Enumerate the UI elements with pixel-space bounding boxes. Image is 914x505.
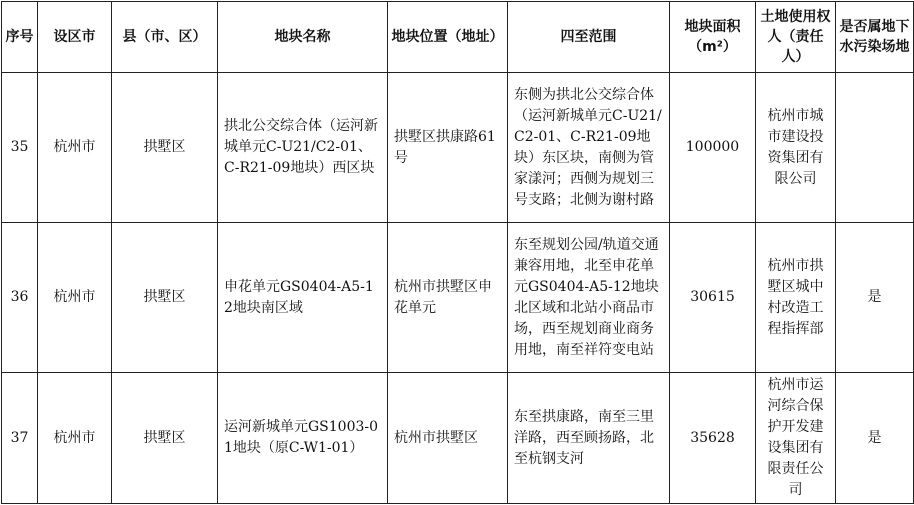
header-owner: 土地使用权人（责任人） xyxy=(756,2,836,73)
row-city: 杭州市 xyxy=(38,223,112,373)
header-county: 县（市、区） xyxy=(112,2,218,73)
row-plot-name: 运河新城单元GS1003-01地块（原C-W1-01） xyxy=(218,373,388,504)
row-boundary: 东至拱康路，南至三里洋路，西至顾扬路，北至杭钢支河 xyxy=(508,373,670,504)
row-city: 杭州市 xyxy=(38,373,112,504)
row-groundwater: 是 xyxy=(836,373,914,504)
row-area: 35628 xyxy=(670,373,756,504)
row-groundwater: 是 xyxy=(836,223,914,373)
row-county: 拱墅区 xyxy=(112,73,218,223)
row-boundary: 东侧为拱北公交综合体（运河新城单元C-U21/C2-01、C-R21-09地块）东区块，南侧为管家漾河；西侧为规划三号支路；北侧为谢村路 xyxy=(508,73,670,223)
row-owner: 杭州市运河综合保护开发建设集团有限责任公司 xyxy=(756,373,836,504)
header-boundary: 四至范围 xyxy=(508,2,670,73)
row-owner: 杭州市拱墅区城中村改造工程指挥部 xyxy=(756,223,836,373)
row-index: 37 xyxy=(2,373,38,504)
row-county: 拱墅区 xyxy=(112,373,218,504)
header-location: 地块位置（地址） xyxy=(388,2,508,73)
table-row xyxy=(2,73,914,223)
row-city: 杭州市 xyxy=(38,73,112,223)
table-row xyxy=(2,373,914,504)
row-boundary: 东至规划公园/轨道交通兼容用地，北至申花单元GS0404-A5-12地块北区域和北站小商品市场，西至规划商业商务用地，南至祥符变电站 xyxy=(508,223,670,373)
row-plot-name: 拱北公交综合体（运河新城单元C-U21/C2-01、C-R21-09地块）西区块 xyxy=(218,73,388,223)
row-owner: 杭州市城市建设投资集团有限公司 xyxy=(756,73,836,223)
row-location: 杭州市拱墅区申花单元 xyxy=(388,223,508,373)
row-index: 36 xyxy=(2,223,38,373)
row-area: 30615 xyxy=(670,223,756,373)
row-location: 杭州市拱墅区 xyxy=(388,373,508,504)
row-county: 拱墅区 xyxy=(112,223,218,373)
header-area: 地块面积（m²） xyxy=(670,2,756,73)
header-index: 序号 xyxy=(2,2,38,73)
row-groundwater xyxy=(836,73,914,223)
plot-table xyxy=(1,1,914,504)
header-name: 地块名称 xyxy=(218,2,388,73)
table-row xyxy=(2,223,914,373)
row-area: 100000 xyxy=(670,73,756,223)
header-groundwater: 是否属地下水污染场地 xyxy=(836,2,914,73)
row-location: 拱墅区拱康路61号 xyxy=(388,73,508,223)
header-row xyxy=(2,2,914,73)
header-city: 设区市 xyxy=(38,2,112,73)
row-index: 35 xyxy=(2,73,38,223)
row-plot-name: 申花单元GS0404-A5-12地块南区域 xyxy=(218,223,388,373)
